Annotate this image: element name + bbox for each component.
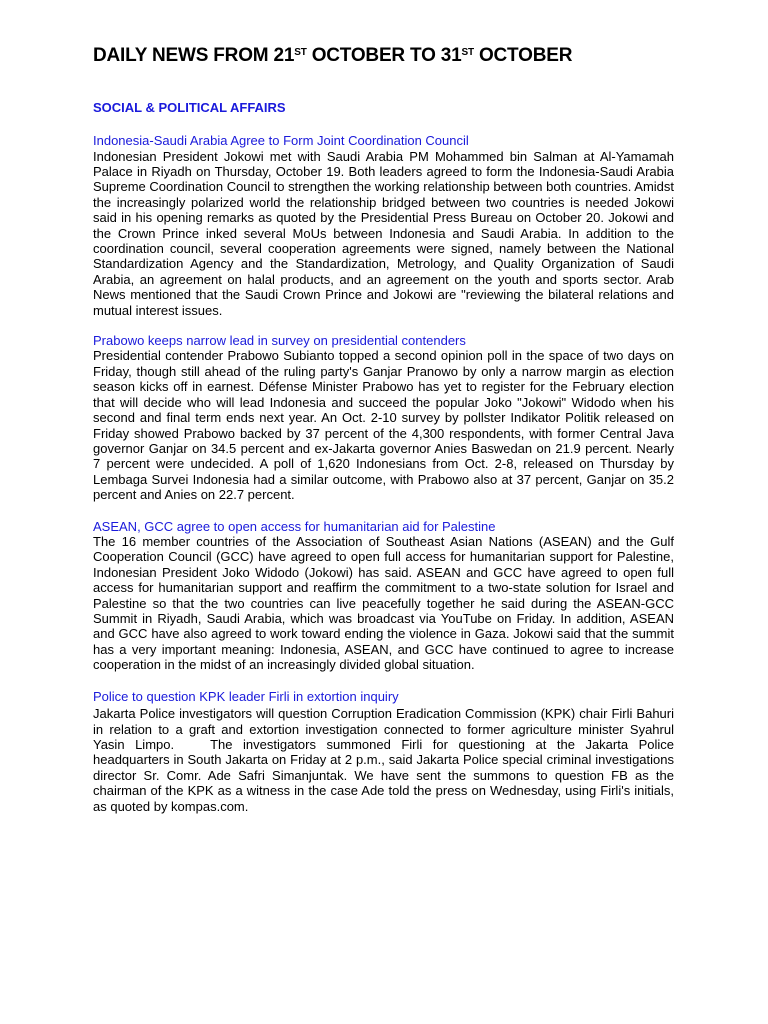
article-kpk-firli: [93, 689, 674, 814]
article-body: Presidential contender Prabowo Subianto topped a second opinion poll in the space of two days on Friday, though still ahead of the ruling party's Ganjar Pranowo by only a narrow margin as election season kicks off in earnest. Défense Minister Prabowo has yet to register for the February election that will decide who will lead Indonesia and succeed the popular Joko "Jokowi" Widodo when his second and final term ends next year. An Oct. 2-10 survey by pollster Indikator Politik released on Friday showed Prabowo backed by 37 percent of the 4,300 respondents, with former Central Java governor Ganjar on 34.5 percent and ex-Jakarta governor Anies Baswedan on 21.9 percent. Nearly 7 percent were undecided. A poll of 1,620 Indonesians from Oct. 2-8, released on Thursday by Lembaga Survei Indonesia had a similar outcome, with Prabowo also at 37 percent, Ganjar on 35.2 percent and Anies on 22.7 percent.: [93, 348, 674, 503]
article-headline: Prabowo keeps narrow lead in survey on presidential contenders: [93, 332, 466, 348]
article-headline: Police to question KPK leader Firli in extortion inquiry: [93, 688, 399, 704]
article-body-part-1: Jakarta Police investigators will question Corruption Eradication Commission (KPK) chair Firli Bahuri in relation to a graft and extortion investigation connected to former agriculture minister Syahrul Yasin Limpo.: [93, 706, 674, 752]
article-body: The 16 member countries of the Association of Southeast Asian Nations (ASEAN) and the Gulf Cooperation Council (GCC) have agreed to open full access for humanitarian support for Palestine, Indonesian President Joko Widodo (Jokowi) has said. ASEAN and GCC have agreed to open full access for humanitarian support and reaffirm the commitment to a two-state solution for Israel and Palestine so that the two countries can live peacefully together he said during the ASEAN-GCC Summit in Riyadh, Saudi Arabia, which was broadcast via YouTube on Friday. In addition, ASEAN and GCC have also agreed to work toward ending the violence in Gaza. Jokowi said that the summit has a very important meaning: Indonesia, ASEAN, and GCC have continued to agree to increase cooperation in the midst of an increasingly divided global situation.: [93, 534, 674, 673]
title-middle: OCTOBER TO 31: [306, 45, 462, 66]
article-saudi-council: [93, 133, 674, 318]
title-suffix: OCTOBER: [473, 45, 573, 66]
document-title: [93, 42, 674, 70]
article-body-part-2: The investigators summoned Firli for questioning at the Jakarta Police headquarters in South Jakarta on Friday at 2 p.m., said Jakarta Police special criminal investigations director Sr. Comr. Ade Safri Simanjuntak. We have sent the summons to question FB as the chairman of the KPK as a witness in the case Ade told the press on Wednesday, using Firli's initials, as quoted by kompas.com.: [93, 737, 674, 814]
article-headline: Indonesia-Saudi Arabia Agree to Form Joint Coordination Council: [93, 133, 469, 148]
article-asean-gcc: [93, 519, 674, 673]
article-prabowo-survey: [93, 333, 674, 503]
article-body: [93, 706, 674, 814]
section-heading: SOCIAL & POLITICAL AFFAIRS: [93, 100, 286, 115]
article-body: Indonesian President Jokowi met with Saudi Arabia PM Mohammed bin Salman at Al-Yamamah Palace in Riyadh on Thursday, October 19. Both leaders agreed to form the Indonesia-Saudi Arabia Supreme Coordination Council to strengthen the working relationship between both countries. Amidst the increasingly polarized world the relationship bridged between two countries is needed Jokowi said in his opening remarks as quoted by the Presidential Press Bureau on October 20. Jokowi and the Crown Prince inked several MoUs between Indonesia and Saudi Arabia. In addition to the coordination council, several cooperation agreements were signed, namely between the National Standardization Agency and the Standardization, Metrology, and Quality Organization of Saudi Arabia, an agreement on halal products, and an agreement on the youth and sports sector. Arab News mentioned that the Saudi Crown Prince and Jokowi are "reviewing the bilateral relations and mutual interest issues.: [93, 148, 675, 318]
title-superscript-1: ST: [294, 47, 307, 58]
document-page: [93, 42, 674, 814]
title-prefix: DAILY NEWS FROM 21: [93, 45, 295, 66]
title-superscript-2: ST: [461, 47, 474, 58]
article-headline: ASEAN, GCC agree to open access for humanitarian aid for Palestine: [93, 518, 496, 534]
